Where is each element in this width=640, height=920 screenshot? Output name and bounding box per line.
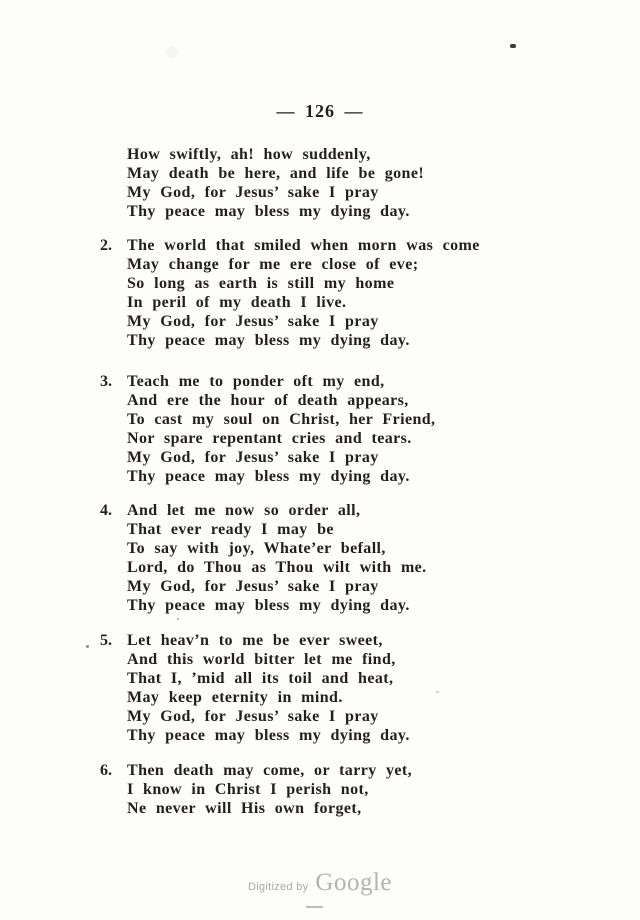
scan-smudge <box>166 46 178 58</box>
verse-line: May keep eternity in mind. <box>127 689 343 706</box>
watermark-dash <box>306 906 323 908</box>
stanza-1-continuation <box>100 145 570 221</box>
digitized-by-google-watermark <box>0 869 640 897</box>
scan-speck <box>436 691 439 693</box>
verse-line: Then death may come, or tarry yet, <box>127 762 413 779</box>
digitized-by-label: Digitized by <box>247 881 309 893</box>
verse-line: My God, for Jesus’ sake I pray <box>127 313 379 330</box>
verse-line: Thy peace may bless my dying day. <box>127 468 410 485</box>
verse-line: And this world bitter let me find, <box>127 651 396 668</box>
scan-speck <box>86 645 89 648</box>
verse-line: May death be here, and life be gone! <box>127 165 425 182</box>
verse-line: Lord, do Thou as Thou wilt with me. <box>127 559 427 576</box>
stanza-number: 3. <box>100 373 112 390</box>
stanza-3 <box>100 372 570 486</box>
verse-line: I know in Christ I perish not, <box>127 781 369 798</box>
verse-line: So long as earth is still my home <box>127 275 395 292</box>
verse-line: Teach me to ponder oft my end, <box>127 373 385 390</box>
verse-line: May change for me ere close of eve; <box>127 256 419 273</box>
verse-line: My God, for Jesus’ sake I pray <box>127 578 379 595</box>
stanza-4 <box>100 501 570 615</box>
verse-line: Thy peace may bless my dying day. <box>127 727 410 744</box>
verse-line: That ever ready I may be <box>127 521 334 538</box>
verse-line: And ere the hour of death appears, <box>127 392 409 409</box>
verse-line: Ne never will His own forget, <box>127 800 362 817</box>
stanza-number: 5. <box>100 632 112 649</box>
stanza-5 <box>100 631 570 745</box>
page-number: — 126 — <box>276 101 364 121</box>
stanza-2 <box>100 236 570 350</box>
verse-line: Thy peace may bless my dying day. <box>127 203 410 220</box>
verse-line: To cast my soul on Christ, her Friend, <box>127 411 436 428</box>
stanza-number: 2. <box>100 237 112 254</box>
verse-line: That I, ’mid all its toil and heat, <box>127 670 394 687</box>
verse-line: And let me now so order all, <box>127 502 361 519</box>
scan-speck <box>510 44 516 48</box>
verse-line: My God, for Jesus’ sake I pray <box>127 449 379 466</box>
verse-line: How swiftly, ah! how suddenly, <box>127 146 371 163</box>
verse-line: Thy peace may bless my dying day. <box>127 332 410 349</box>
google-logo: Google <box>315 869 393 896</box>
verse-line: Nor spare repentant cries and tears. <box>127 430 412 447</box>
verse-line: My God, for Jesus’ sake I pray <box>127 708 379 725</box>
stanza-6 <box>100 761 570 818</box>
verse-line: My God, for Jesus’ sake I pray <box>127 184 379 201</box>
stanza-number: 6. <box>100 762 112 779</box>
verse-line: The world that smiled when morn was come <box>127 237 480 254</box>
verse-line: To say with joy, Whate’er befall, <box>127 540 386 557</box>
verse-line: Let heav’n to me be ever sweet, <box>127 632 383 649</box>
stanza-number: 4. <box>100 502 112 519</box>
verse-line: Thy peace may bless my dying day. <box>127 597 410 614</box>
scan-speck <box>177 618 179 620</box>
verse-line: In peril of my death I live. <box>127 294 347 311</box>
